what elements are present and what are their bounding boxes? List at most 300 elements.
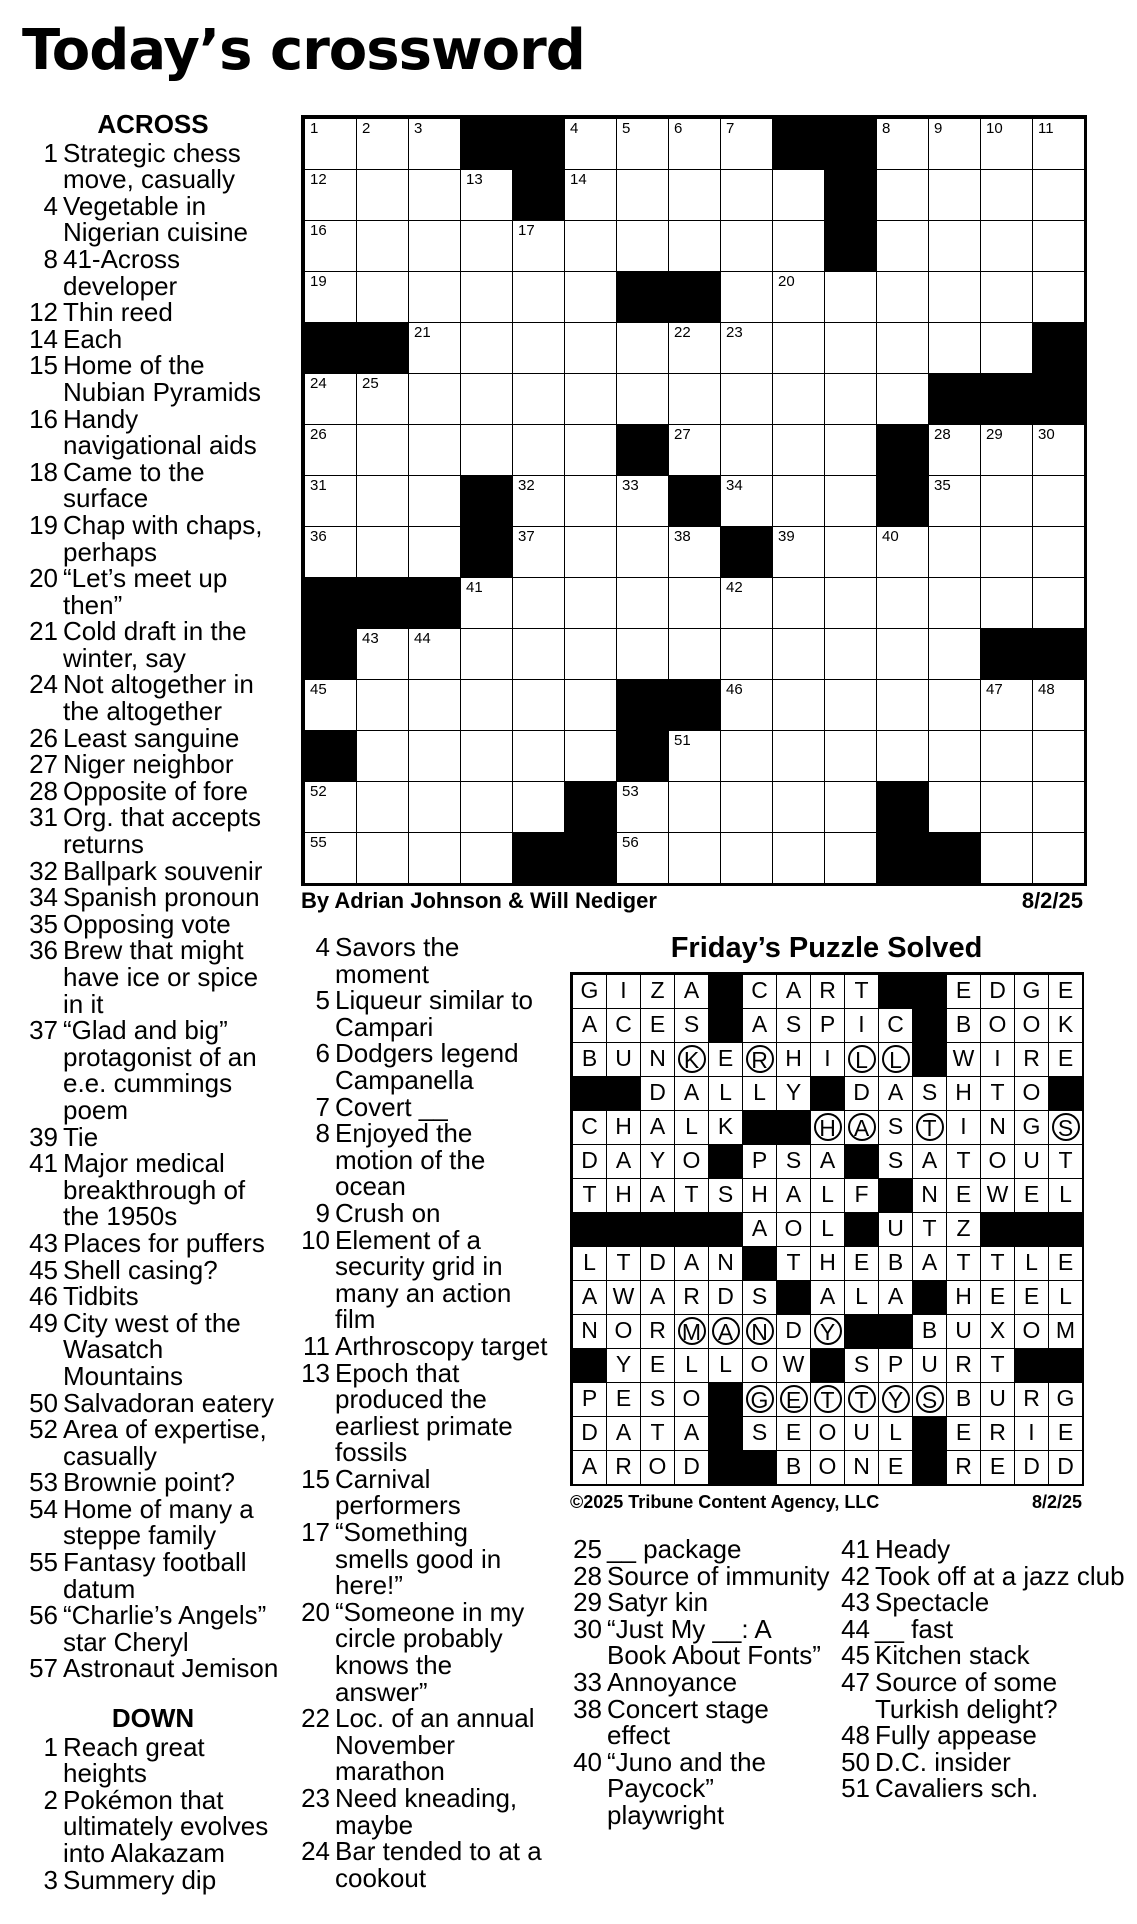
clue-text: Satyr kin: [607, 1587, 709, 1618]
solution-letter: Y: [814, 1317, 842, 1345]
clue-across-21: [26, 618, 280, 671]
grid-cell[interactable]: [980, 781, 1033, 833]
grid-cell[interactable]: [304, 781, 357, 833]
grid-cell[interactable]: [980, 679, 1033, 731]
solution-letter: L: [583, 1249, 596, 1275]
grid-cell[interactable]: [720, 832, 773, 884]
black-square: [980, 373, 1033, 425]
grid-cell[interactable]: [408, 322, 461, 374]
grid-cell[interactable]: [1032, 169, 1085, 221]
clue-text: “Glad and big” protagonist of an e.e. cummings poem: [63, 1015, 257, 1125]
grid-cell[interactable]: [668, 730, 721, 782]
grid-cell[interactable]: [356, 220, 409, 272]
grid-cell[interactable]: [616, 628, 669, 680]
clue-text: Covert __: [335, 1091, 448, 1122]
grid-cell[interactable]: [980, 220, 1033, 272]
cell-number: 47: [986, 681, 1003, 698]
clue-number: 27: [29, 749, 58, 780]
solution-letter: A: [785, 977, 802, 1003]
grid-cell[interactable]: [408, 373, 461, 425]
solution-black-square: [912, 1450, 947, 1485]
grid-cell[interactable]: [928, 118, 981, 170]
grid-cell[interactable]: [824, 832, 877, 884]
black-square: [616, 679, 669, 731]
grid-cell[interactable]: [564, 271, 617, 323]
grid-cell[interactable]: [824, 781, 877, 833]
clue-text: Handy navigational aids: [63, 403, 257, 461]
grid-cell[interactable]: [304, 832, 357, 884]
solution-cell: [606, 1110, 641, 1145]
solution-letter: D: [853, 1079, 870, 1105]
grid-cell[interactable]: [356, 118, 409, 170]
grid-cell[interactable]: [1032, 526, 1085, 578]
down-clues-column-1: [26, 1705, 280, 1893]
clue-down-col2-17: [298, 1519, 548, 1599]
grid-cell[interactable]: [772, 730, 825, 782]
clue-text: __ package: [607, 1534, 742, 1564]
grid-cell[interactable]: [356, 679, 409, 731]
solution-cell: [572, 1416, 607, 1451]
grid-cell[interactable]: [512, 781, 565, 833]
solution-cell: [810, 1144, 845, 1179]
grid-cell[interactable]: [616, 373, 669, 425]
grid-cell[interactable]: [928, 271, 981, 323]
grid-cell[interactable]: [876, 577, 929, 629]
solution-letter: A: [649, 1113, 666, 1139]
grid-cell[interactable]: [460, 373, 513, 425]
grid-cell[interactable]: [980, 475, 1033, 527]
cell-number: 40: [882, 528, 899, 545]
grid-cell[interactable]: [408, 169, 461, 221]
grid-cell[interactable]: [668, 526, 721, 578]
grid-cell[interactable]: [616, 322, 669, 374]
grid-cell[interactable]: [1032, 475, 1085, 527]
grid-cell[interactable]: [772, 322, 825, 374]
clue-down-col3-38: [568, 1693, 830, 1751]
solution-letter: U: [1023, 1147, 1040, 1173]
grid-cell[interactable]: [772, 628, 825, 680]
grid-cell[interactable]: [928, 169, 981, 221]
grid-cell[interactable]: [408, 424, 461, 476]
grid-cell[interactable]: [772, 169, 825, 221]
grid-cell[interactable]: [876, 322, 929, 374]
clue-text: Tidbits: [63, 1281, 139, 1312]
cell-number: 30: [1038, 426, 1055, 443]
solution-letter: L: [821, 1181, 834, 1207]
grid-cell[interactable]: [824, 730, 877, 782]
solution-letter: R: [955, 1453, 972, 1479]
clue-down-col2-15: [298, 1463, 548, 1521]
grid-cell[interactable]: [720, 424, 773, 476]
grid-cell[interactable]: [408, 220, 461, 272]
clue-text: Thin reed: [63, 297, 173, 328]
grid-cell[interactable]: [460, 781, 513, 833]
grid-cell[interactable]: [1032, 730, 1085, 782]
clue-down-col3-29: [568, 1589, 830, 1616]
solution-letter: C: [581, 1113, 598, 1139]
grid-cell[interactable]: [512, 373, 565, 425]
black-square: [512, 118, 565, 170]
grid-cell[interactable]: [1032, 220, 1085, 272]
solution-letter: E: [1057, 1045, 1074, 1071]
grid-cell[interactable]: [512, 220, 565, 272]
grid-cell[interactable]: [928, 475, 981, 527]
grid-cell[interactable]: [564, 169, 617, 221]
grid-cell[interactable]: [1032, 781, 1085, 833]
grid-cell[interactable]: [616, 526, 669, 578]
clue-down-col3-33: [568, 1666, 830, 1697]
grid-cell[interactable]: [928, 577, 981, 629]
solution-letter: E: [955, 1181, 972, 1207]
grid-cell[interactable]: [772, 373, 825, 425]
grid-cell[interactable]: [928, 730, 981, 782]
grid-cell[interactable]: [668, 169, 721, 221]
solution-black-square: [606, 1212, 641, 1247]
clue-across-56: [26, 1602, 280, 1655]
grid-cell[interactable]: [980, 577, 1033, 629]
grid-cell[interactable]: [668, 373, 721, 425]
solution-letter: T: [814, 1385, 842, 1413]
solution-letter: Y: [615, 1351, 632, 1377]
grid-cell[interactable]: [772, 220, 825, 272]
solution-cell: [640, 1416, 675, 1451]
solution-letter: W: [612, 1283, 635, 1309]
grid-cell[interactable]: [408, 781, 461, 833]
grid-cell[interactable]: [824, 628, 877, 680]
grid-cell[interactable]: [460, 628, 513, 680]
grid-cell[interactable]: [980, 832, 1033, 884]
grid-cell[interactable]: [512, 322, 565, 374]
grid-cell[interactable]: [668, 424, 721, 476]
grid-cell[interactable]: [928, 424, 981, 476]
solution-title: Friday’s Puzzle Solved: [670, 932, 983, 964]
grid-cell[interactable]: [616, 220, 669, 272]
clue-text: Source of some Turkish delight?: [875, 1666, 1058, 1724]
solution-cell: [1048, 1008, 1083, 1043]
grid-cell[interactable]: [720, 373, 773, 425]
clue-text: Opposing vote: [63, 908, 231, 939]
grid-cell[interactable]: [564, 577, 617, 629]
grid-cell[interactable]: [876, 628, 929, 680]
grid-cell[interactable]: [564, 373, 617, 425]
solution-cell: [946, 1246, 981, 1281]
grid-cell[interactable]: [460, 271, 513, 323]
grid-cell[interactable]: [980, 169, 1033, 221]
black-square: [460, 475, 513, 527]
grid-cell[interactable]: [772, 832, 825, 884]
solution-cell: [572, 1110, 607, 1145]
clue-text: Kitchen stack: [875, 1640, 1030, 1671]
grid-cell[interactable]: [408, 526, 461, 578]
grid-cell[interactable]: [980, 322, 1033, 374]
grid-cell[interactable]: [720, 271, 773, 323]
solution-cell: [572, 1450, 607, 1485]
grid-cell[interactable]: [356, 730, 409, 782]
grid-cell[interactable]: [824, 322, 877, 374]
clue-number: 23: [301, 1783, 330, 1813]
crossword-grid[interactable]: [301, 115, 1087, 886]
solution-letter: D: [581, 1419, 598, 1445]
solution-letter: L: [1059, 1181, 1072, 1207]
cell-number: 26: [310, 426, 327, 443]
grid-cell[interactable]: [720, 220, 773, 272]
grid-cell[interactable]: [460, 322, 513, 374]
cell-number: 31: [310, 477, 327, 494]
grid-cell[interactable]: [512, 628, 565, 680]
clue-down-col4-44: [836, 1613, 1136, 1644]
grid-cell[interactable]: [356, 271, 409, 323]
grid-cell[interactable]: [824, 424, 877, 476]
grid-cell[interactable]: [824, 577, 877, 629]
grid-cell[interactable]: [980, 118, 1033, 170]
grid-cell[interactable]: [616, 781, 669, 833]
grid-cell[interactable]: [720, 679, 773, 731]
grid-cell[interactable]: [876, 169, 929, 221]
grid-cell[interactable]: [772, 424, 825, 476]
solution-letter: A: [712, 1317, 740, 1345]
grid-cell[interactable]: [1032, 424, 1085, 476]
grid-cell[interactable]: [356, 526, 409, 578]
grid-cell[interactable]: [408, 271, 461, 323]
grid-cell[interactable]: [304, 424, 357, 476]
grid-cell[interactable]: [356, 781, 409, 833]
grid-cell[interactable]: [512, 730, 565, 782]
grid-cell[interactable]: [1032, 679, 1085, 731]
solution-letter: D: [1057, 1453, 1074, 1479]
grid-cell[interactable]: [564, 679, 617, 731]
solution-letter: S: [916, 1385, 944, 1413]
grid-cell[interactable]: [720, 118, 773, 170]
clue-down-col4-48: [836, 1722, 1136, 1749]
grid-cell[interactable]: [356, 832, 409, 884]
grid-cell[interactable]: [356, 475, 409, 527]
grid-cell[interactable]: [460, 730, 513, 782]
black-square: [304, 730, 357, 782]
grid-cell[interactable]: [928, 322, 981, 374]
cell-number: 18: [830, 222, 847, 239]
grid-cell[interactable]: [408, 118, 461, 170]
grid-cell[interactable]: [876, 526, 929, 578]
solution-letter: O: [750, 1351, 769, 1377]
clue-across-39: [26, 1121, 280, 1152]
grid-cell[interactable]: [772, 475, 825, 527]
grid-cell[interactable]: [772, 577, 825, 629]
grid-cell[interactable]: [408, 832, 461, 884]
grid-cell[interactable]: [460, 169, 513, 221]
grid-cell[interactable]: [304, 475, 357, 527]
grid-cell[interactable]: [824, 271, 877, 323]
grid-cell[interactable]: [824, 475, 877, 527]
solution-cell: [1048, 1144, 1083, 1179]
grid-cell[interactable]: [408, 730, 461, 782]
grid-cell[interactable]: [928, 679, 981, 731]
grid-cell[interactable]: [1032, 118, 1085, 170]
black-square: [668, 475, 721, 527]
solution-letter: E: [1023, 1181, 1040, 1207]
grid-cell[interactable]: [980, 271, 1033, 323]
grid-cell[interactable]: [512, 679, 565, 731]
grid-cell[interactable]: [616, 832, 669, 884]
grid-cell[interactable]: [356, 424, 409, 476]
grid-cell[interactable]: [980, 424, 1033, 476]
solution-letter: W: [952, 1045, 975, 1071]
grid-cell[interactable]: [564, 220, 617, 272]
grid-cell[interactable]: [564, 475, 617, 527]
solution-cell: [742, 1314, 777, 1349]
grid-cell[interactable]: [876, 730, 929, 782]
grid-cell[interactable]: [616, 169, 669, 221]
grid-cell[interactable]: [876, 220, 929, 272]
cell-number: 41: [466, 579, 483, 596]
grid-cell[interactable]: [720, 628, 773, 680]
grid-cell[interactable]: [408, 628, 461, 680]
clue-across-43: [26, 1227, 280, 1258]
grid-cell[interactable]: [460, 424, 513, 476]
solution-cell: [1014, 974, 1049, 1009]
solution-black-square: [912, 1008, 947, 1043]
grid-cell[interactable]: [564, 526, 617, 578]
clue-across-12: [26, 299, 280, 326]
solution-black-square: [708, 1450, 743, 1485]
grid-cell[interactable]: [668, 322, 721, 374]
grid-cell[interactable]: [720, 475, 773, 527]
grid-cell[interactable]: [876, 118, 929, 170]
solution-cell: [844, 1382, 879, 1417]
grid-cell[interactable]: [304, 679, 357, 731]
grid-cell[interactable]: [512, 526, 565, 578]
grid-cell[interactable]: [720, 322, 773, 374]
grid-cell[interactable]: [980, 526, 1033, 578]
grid-cell[interactable]: [772, 781, 825, 833]
clue-text: Home of many a steppe family: [63, 1493, 254, 1551]
grid-cell[interactable]: [460, 577, 513, 629]
grid-cell[interactable]: [668, 781, 721, 833]
solution-black-square: [844, 1314, 879, 1349]
grid-cell[interactable]: [720, 169, 773, 221]
grid-cell[interactable]: [564, 322, 617, 374]
grid-cell[interactable]: [564, 118, 617, 170]
grid-cell[interactable]: [408, 475, 461, 527]
grid-cell[interactable]: [304, 118, 357, 170]
solution-black-square: [912, 1280, 947, 1315]
solution-cell: [640, 974, 675, 1009]
grid-cell[interactable]: [980, 730, 1033, 782]
grid-cell[interactable]: [720, 577, 773, 629]
cell-number: 35: [934, 477, 951, 494]
cell-number: 20: [778, 273, 795, 290]
grid-cell[interactable]: [512, 577, 565, 629]
clue-text: Org. that accepts returns: [63, 802, 261, 860]
solution-letter: R: [683, 1283, 700, 1309]
grid-cell[interactable]: [1032, 577, 1085, 629]
clue-text: “Let’s meet up then”: [63, 563, 228, 620]
grid-cell[interactable]: [668, 628, 721, 680]
solution-cell: [810, 1008, 845, 1043]
grid-cell[interactable]: [772, 271, 825, 323]
black-square: [876, 475, 929, 527]
grid-cell[interactable]: [876, 679, 929, 731]
cell-number: 16: [310, 222, 327, 239]
grid-cell[interactable]: [616, 118, 669, 170]
solution-letter: Y: [785, 1079, 802, 1105]
grid-cell[interactable]: [304, 526, 357, 578]
grid-cell[interactable]: [928, 526, 981, 578]
solution-letter: T: [650, 1419, 665, 1445]
solution-black-square: [776, 1280, 811, 1315]
solution-cell: [1048, 974, 1083, 1009]
clue-text: Came to the surface: [63, 456, 205, 514]
grid-cell[interactable]: [564, 424, 617, 476]
grid-cell[interactable]: [304, 373, 357, 425]
grid-cell[interactable]: [928, 781, 981, 833]
solution-cell: [946, 1382, 981, 1417]
grid-cell[interactable]: [356, 373, 409, 425]
grid-cell[interactable]: [1032, 271, 1085, 323]
solution-cell: [912, 1212, 947, 1247]
grid-cell[interactable]: [356, 628, 409, 680]
grid-cell[interactable]: [772, 526, 825, 578]
grid-cell[interactable]: [304, 220, 357, 272]
grid-cell[interactable]: [512, 271, 565, 323]
solution-cell: [810, 1382, 845, 1417]
solution-cell: [1014, 1314, 1049, 1349]
grid-cell[interactable]: [720, 730, 773, 782]
grid-cell[interactable]: [460, 220, 513, 272]
grid-cell[interactable]: [408, 679, 461, 731]
grid-cell[interactable]: [460, 679, 513, 731]
grid-cell[interactable]: [356, 169, 409, 221]
grid-cell[interactable]: [720, 781, 773, 833]
clue-text: Not altogether in the altogether: [63, 669, 254, 727]
cell-number: 53: [622, 783, 639, 800]
grid-cell[interactable]: [616, 475, 669, 527]
grid-cell[interactable]: [668, 220, 721, 272]
grid-cell[interactable]: [304, 271, 357, 323]
grid-cell[interactable]: [460, 832, 513, 884]
grid-cell[interactable]: [876, 271, 929, 323]
grid-cell[interactable]: [616, 577, 669, 629]
grid-cell[interactable]: [564, 730, 617, 782]
solution-cell: [640, 1008, 675, 1043]
grid-cell[interactable]: [824, 679, 877, 731]
grid-cell[interactable]: [928, 220, 981, 272]
solution-cell: [946, 1144, 981, 1179]
grid-cell[interactable]: [564, 628, 617, 680]
solution-letter: H: [615, 1113, 632, 1139]
grid-cell[interactable]: [772, 679, 825, 731]
grid-cell[interactable]: [512, 475, 565, 527]
grid-cell[interactable]: [1032, 832, 1085, 884]
grid-cell[interactable]: [928, 628, 981, 680]
grid-cell[interactable]: [668, 577, 721, 629]
solution-cell: [606, 1450, 641, 1485]
solution-cell: [1014, 1042, 1049, 1077]
solution-letter: K: [1057, 1011, 1074, 1037]
solution-letter: S: [683, 1011, 700, 1037]
grid-cell[interactable]: [876, 373, 929, 425]
solution-cell: [810, 1178, 845, 1213]
grid-cell[interactable]: [304, 169, 357, 221]
solution-letter: T: [848, 1385, 876, 1413]
solution-letter: I: [994, 1045, 1001, 1071]
solution-letter: T: [1058, 1147, 1073, 1173]
grid-cell[interactable]: [668, 118, 721, 170]
grid-cell[interactable]: [824, 373, 877, 425]
grid-cell[interactable]: [668, 832, 721, 884]
grid-cell[interactable]: [824, 526, 877, 578]
grid-cell[interactable]: [512, 424, 565, 476]
solution-letter: O: [784, 1215, 803, 1241]
